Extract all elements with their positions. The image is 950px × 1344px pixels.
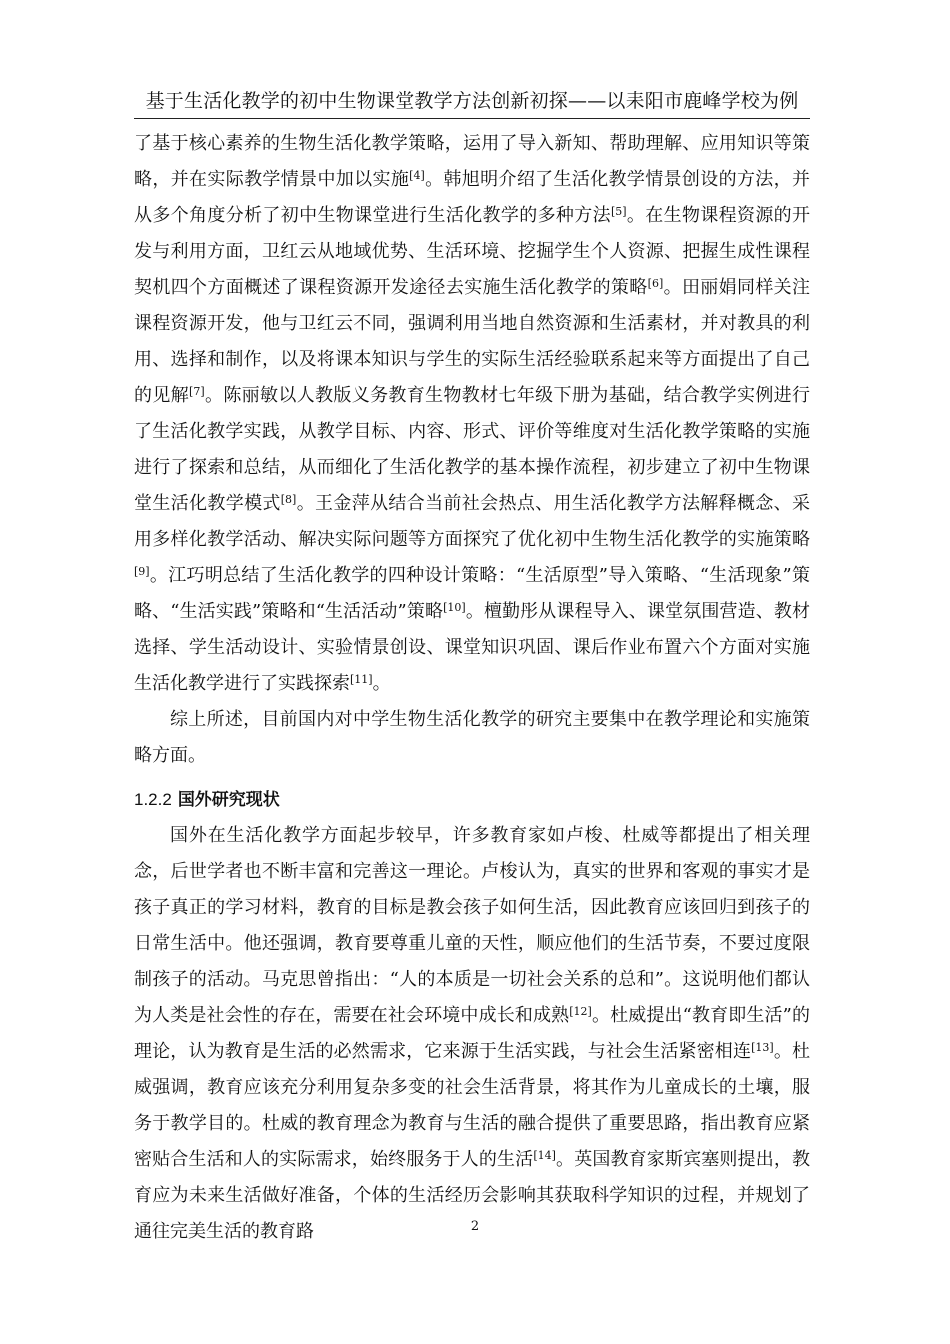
citation-ref: [7] — [189, 385, 205, 398]
paragraph-text: 了基于核心素养的生物生活化教学策略，运用了导入新知、帮助理解、应用知识等策略，并在实际教学情景中加以实施 — [134, 133, 810, 190]
paragraph-text: 。檀勤彤从课程导入、课堂氛围营造、教材选择、学生活动设计、实验情景创设、课堂知识巩固、课后作业布置六个方面对实施生活化教学进行了实践探索 — [134, 601, 810, 694]
header-rule — [134, 118, 810, 119]
paragraph-text: 。韩旭明介绍了生活化教学情景创设的方法，并从多个角度分析了初中生物课堂进行生活化教学的多种方法 — [134, 169, 811, 226]
running-header: 基于生活化教学的初中生物课堂教学方法创新初探——以耒阳市鹿峰学校为例 — [145, 90, 799, 112]
citation-ref: [10] — [443, 601, 466, 614]
citation-ref: [9] — [134, 565, 150, 578]
paragraph-text: 国外在生活化教学方面起步较早，许多教育家如卢梭、杜威等都提出了相关理念，后世学者也不断丰富和完善这一理论。卢梭认为，真实的世界和客观的事实才是孩子真正的学习材料，教育的目标是教会孩子如何生活，因此教育应该回归到孩子的日常生活中。他还强调，教育要尊重儿童的天性，顺应他们的生活节奏，不要过度限制孩子的活动。马克思曾指出：“人的本质是一切社会关系的总和”。这说明他们都认为人类是社会性的存在，需要在社会环境中成长和成熟 — [134, 825, 810, 1026]
paragraph-p3 — [134, 818, 810, 1250]
paragraphs-before-section — [134, 126, 810, 774]
paragraph-text: 。王金萍从结合当前社会热点、用生活化教学方法解释概念、采用多样化教学活动、解决实际问题等方面探究了优化初中生物生活化教学的实施策略 — [134, 493, 811, 550]
citation-ref: [8] — [280, 493, 297, 506]
paragraph-p1 — [134, 126, 810, 702]
paragraph-text: 。 — [372, 673, 391, 694]
paragraph-text: 。杜威提出“教育即生活”的理论，认为教育是生活的必然需求，它来源于生活实践，与社会生活紧密相连 — [134, 1005, 811, 1062]
paragraph-text: 。陈丽敏以人教版义务教育生物教材七年级下册为基础，结合教学实例进行了生活化教学实践，从教学目标、内容、形式、评价等维度对生活化教学策略的实施进行了探索和总结，从而细化了生活化教学的基本操作流程，初步建立了初中生物课堂生活化教学模式 — [134, 385, 811, 514]
paragraph-text: 。杜威强调，教育应该充分利用复杂多变的社会生活背景，将其作为儿童成长的土壤，服务于教学目的。杜威的教育理念为教育与生活的融合提供了重要思路，指出教育应紧密贴合生活和人的实际需求，始终服务于人的生活 — [134, 1041, 811, 1170]
citation-ref: [11] — [350, 673, 373, 686]
section-heading — [134, 782, 810, 818]
citation-ref: [6] — [647, 277, 664, 290]
paragraph-text: 。田丽娟同样关注课程资源开发，他与卫红云不同，强调利用当地自然资源和生活素材，并对教具的利用、选择和制作，以及将课本知识与学生的实际生活经验联系起来等方面提出了自己的见解 — [134, 277, 811, 406]
section-number: 1.2.2 — [134, 790, 172, 809]
citation-ref: [12] — [569, 1005, 592, 1018]
citation-ref: [13] — [751, 1041, 774, 1054]
citation-ref: [14] — [533, 1149, 556, 1162]
section-title: 国外研究现状 — [177, 790, 280, 809]
paragraph-text: 综上所述，目前国内对中学生物生活化教学的研究主要集中在教学理论和实施策略方面。 — [134, 709, 810, 766]
paragraph-text: 。江巧明总结了生活化教学的四种设计策略：“生活原型”导入策略、“生活现象”策略、“生活实践”策略和“生活活动”策略 — [134, 565, 810, 622]
citation-ref: [4] — [409, 169, 425, 182]
paragraph-text: 。英国教育家斯宾塞则提出，教育应为未来生活做好准备，个体的生活经历会影响其获取科学知识的过程，并规划了通往完美生活的教育路 — [134, 1149, 811, 1242]
paragraph-p2 — [134, 702, 810, 774]
paragraphs-after-section — [134, 818, 810, 1250]
page-number: 2 — [470, 1219, 480, 1234]
citation-ref: [5] — [610, 205, 627, 218]
body-text — [134, 126, 810, 1250]
paragraph-text: 。在生物课程资源的开发与利用方面，卫红云从地域优势、生活环境、挖掘学生个人资源、把握生成性课程契机四个方面概述了课程资源开发途径去实施生活化教学的策略 — [134, 205, 811, 298]
